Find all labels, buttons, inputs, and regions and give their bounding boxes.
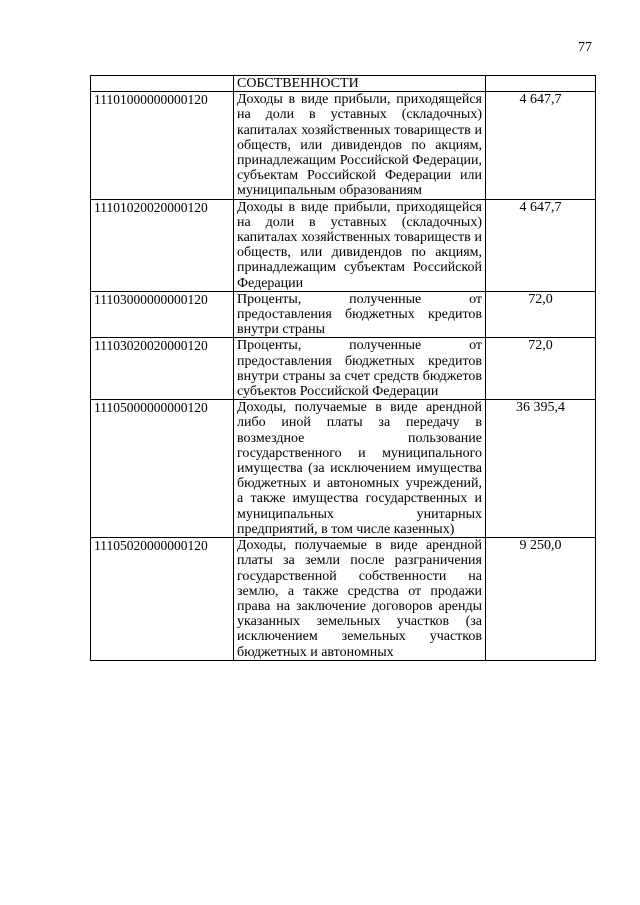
revenue-code-cell: 11103000000000120 — [91, 291, 234, 338]
page-number: 77 — [578, 40, 592, 55]
revenue-amount-cell: 72,0 — [486, 291, 596, 338]
table-row — [91, 291, 596, 338]
table-row — [91, 92, 596, 199]
revenue-amount-cell: 72,0 — [486, 338, 596, 400]
table-row — [91, 76, 596, 92]
budget-revenue-table — [90, 75, 596, 661]
revenue-amount-cell: 4 647,7 — [486, 199, 596, 291]
revenue-name-cell: Доходы в виде прибыли, приходящейся на доли в уставных (складочных) капиталах хозяйственных товариществ и обществ, или дивидендов по акциям, принадлежащим субъектам Российской Федерации — [234, 199, 486, 291]
revenue-code-cell: 11101000000000120 — [91, 92, 234, 199]
revenue-amount-cell: 36 395,4 — [486, 400, 596, 538]
revenue-name-cell: Проценты, полученные от предоставления бюджетных кредитов внутри страны за счет средств бюджетов субъектов Российской Федерации — [234, 338, 486, 400]
table-row — [91, 199, 596, 291]
revenue-name-cell: Проценты, полученные от предоставления бюджетных кредитов внутри страны — [234, 291, 486, 338]
revenue-code-cell: 11103020020000120 — [91, 338, 234, 400]
revenue-amount-cell — [486, 76, 596, 92]
revenue-amount-cell: 9 250,0 — [486, 538, 596, 661]
revenue-code-cell: 11105000000000120 — [91, 400, 234, 538]
revenue-code-cell: 11105020000000120 — [91, 538, 234, 661]
revenue-name-cell: СОБСТВЕННОСТИ — [234, 76, 486, 92]
revenue-name-cell: Доходы, получаемые в виде арендной либо иной платы за передачу в возмездное пользование государственного и муниципального имущества (за исключением имущества бюджетных и автономных учреждений, а также имущества государственных и муниципальных унитарных предприятий, в том числе казенных) — [234, 400, 486, 538]
table-row — [91, 338, 596, 400]
revenue-amount-cell: 4 647,7 — [486, 92, 596, 199]
table-row — [91, 538, 596, 661]
revenue-name-cell: Доходы в виде прибыли, приходящейся на доли в уставных (складочных) капиталах хозяйственных товариществ и обществ, или дивидендов по акциям, принадлежащим Российской Федерации, субъектам Российской Федерации или муниципальным образованиям — [234, 92, 486, 199]
revenue-name-cell: Доходы, получаемые в виде арендной платы за земли после разграничения государственной собственности на землю, а также средства от продажи права на заключение договоров аренды указанных земельных участков (за исключением земельных участков бюджетных и автономных — [234, 538, 486, 661]
table-row — [91, 400, 596, 538]
revenue-code-cell — [91, 76, 234, 92]
revenue-code-cell: 11101020020000120 — [91, 199, 234, 291]
